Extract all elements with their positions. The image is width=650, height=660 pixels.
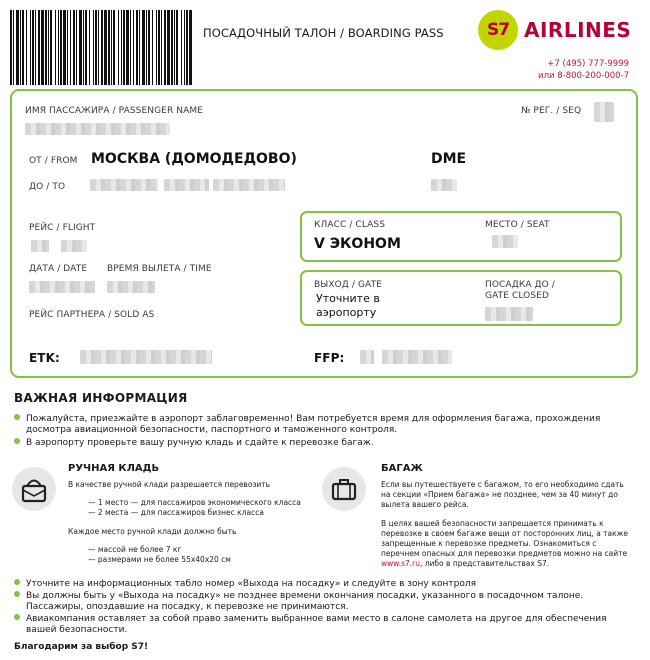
hand-line-6: — размерами не более 55х40х20 см [88, 555, 231, 564]
ffp-number-redacted [382, 350, 452, 364]
flight-label: РЕЙС / FLIGHT [29, 223, 96, 233]
phone-alt-line [538, 71, 629, 81]
hand-line-3: — 2 места — для пассажиров бизнес класса [88, 508, 264, 517]
baggage-title: БАГАЖ [381, 463, 423, 474]
info-title: ВАЖНАЯ ИНФОРМАЦИЯ [14, 391, 188, 405]
to-airport-redacted-2 [213, 179, 285, 191]
seq-redacted [594, 102, 614, 122]
boarding-pass-title: ПОСАДОЧНЫЙ ТАЛОН / BOARDING PASS [203, 26, 444, 40]
handbag-icon [12, 467, 56, 511]
time-redacted [107, 281, 155, 293]
bullet-text: Вы должны быть у «Выхода на посадку» не позднее времени окончания посадки, указанного в посадочном талоне. [26, 591, 584, 601]
bullet-text: Пожалуйста, приезжайте в аэропорт заблаговременно! Вам потребуется время для оформления багажа, прохождения [26, 414, 601, 424]
s7-logo [478, 10, 631, 50]
phone-alt[interactable]: 8-800-200-000-7 [557, 71, 629, 81]
phone-main[interactable]: +7 (495) 777-9999 [547, 59, 629, 69]
flight-code-redacted [31, 240, 49, 252]
info-bullet-2 [14, 438, 374, 449]
bullet-text: Авиакомпания оставляет за собой право заменить выбранное вами место в салоне самолета на другое для обеспечения [26, 614, 607, 624]
bullet-text-cont: вашей безопасности. [26, 625, 128, 635]
logo-mark: S7 [478, 10, 518, 50]
seat-redacted [492, 235, 518, 248]
bag-line-6: запрещенные к перевозке предметы. Ознакомиться с [381, 539, 597, 548]
class-label: КЛАСС / CLASS [314, 220, 386, 230]
etk-redacted [80, 350, 212, 364]
bag-line-4: В целях вашей безопасности запрещается принимать к [381, 519, 604, 528]
boarding-label-line1: ПОСАДКА ДО / [485, 280, 555, 290]
suitcase-icon [322, 467, 366, 511]
info-bullet-3 [14, 579, 476, 590]
from-value: МОСКВА (ДОМОДЕДОВО) [91, 151, 297, 167]
bullet-text-cont: Пассажиры, опоздавшие на посадку, к перевозке не принимаются. [26, 602, 349, 612]
bullet-dot [14, 414, 20, 420]
phone-alt-prefix: или [538, 71, 555, 81]
from-code: DME [431, 151, 467, 167]
info-bullet-1 [14, 414, 600, 436]
seq-label: № РЕГ. / SEQ [521, 106, 582, 116]
bullet-dot [14, 579, 20, 585]
hand-line-5: — массой не более 7 кг [88, 545, 182, 554]
hand-line-2: — 1 место — для пассажиров экономического класса [88, 498, 301, 507]
thanks-text: Благодарим за выбор S7! [14, 642, 149, 652]
info-bullet-5 [14, 614, 607, 636]
hand-luggage-icon-bg [12, 467, 56, 511]
to-code-redacted [431, 179, 457, 191]
ffp-label: FFP: [314, 351, 345, 365]
to-city-redacted [90, 179, 158, 191]
bag-line-3: вылета вашего рейса. [381, 500, 469, 509]
hand-line-1: В качестве ручной клади разрешается перевозить [68, 480, 271, 489]
passenger-name-redacted [25, 123, 170, 135]
bag-line-8 [381, 559, 549, 569]
class-value: V ЭКОНОМ [314, 236, 401, 252]
class-seat-box [300, 211, 622, 262]
time-label: ВРЕМЯ ВЫЛЕТА / TIME [107, 264, 212, 274]
bag-line-8-text: , либо в представительствах S7. [420, 559, 550, 568]
bag-line-2: на секции «Прием багажа» не позднее, чем за 40 минут до [381, 490, 618, 499]
ffp-code-redacted [360, 350, 374, 364]
partner-label: РЕЙС ПАРТНЕРА / SOLD AS [29, 310, 155, 320]
to-label: ДО / TO [29, 182, 66, 192]
bag-line-5: перевозке в своем багаже вещи от посторонних лиц, а также [381, 529, 629, 538]
gate-label: ВЫХОД / GATE [314, 280, 382, 290]
bullet-text: В аэропорту проверьте вашу ручную кладь и сдайте к перевозке багаж. [26, 438, 374, 448]
to-airport-redacted [164, 179, 209, 191]
bullet-text-cont: досмотра авиационной безопасности, паспортного и таможенного контроля. [26, 425, 398, 435]
gate-value-line1: Уточните в [316, 292, 380, 305]
bullet-text: Уточните на информационных табло номер «Выхода на посадку» и следуйте в зону контроля [26, 579, 477, 589]
date-label: ДАТА / DATE [29, 264, 88, 274]
s7-site-link[interactable]: www.s7.ru [381, 559, 420, 568]
bullet-dot [14, 591, 20, 597]
boarding-time-redacted [485, 307, 533, 321]
flight-number-redacted [61, 240, 87, 252]
from-label: ОТ / FROM [29, 156, 78, 166]
barcode [10, 10, 193, 85]
boarding-label-line2: GATE CLOSED [485, 291, 549, 301]
logo-text: AIRLINES [524, 18, 632, 42]
bag-line-7: перечнем опасных для перевозки предметов можно на сайте [381, 549, 628, 558]
baggage-icon-bg [322, 467, 366, 511]
bag-line-1: Если вы путешествуете с багажом, то его необходимо сдать [381, 480, 624, 489]
gate-value-line2: аэропорту [316, 306, 377, 319]
gate-box [300, 270, 622, 326]
bullet-dot [14, 614, 20, 620]
seat-label: МЕСТО / SEAT [485, 220, 550, 230]
hand-line-4: Каждое место ручной клади должно быть [68, 527, 237, 536]
boarding-pass-card [10, 89, 638, 378]
etk-label: ETK: [29, 351, 60, 365]
info-bullet-4 [14, 591, 583, 613]
date-redacted [29, 281, 95, 293]
bullet-dot [14, 438, 20, 444]
hand-luggage-title: РУЧНАЯ КЛАДЬ [68, 463, 160, 474]
passenger-label: ИМЯ ПАССАЖИРА / PASSENGER NAME [25, 106, 203, 116]
